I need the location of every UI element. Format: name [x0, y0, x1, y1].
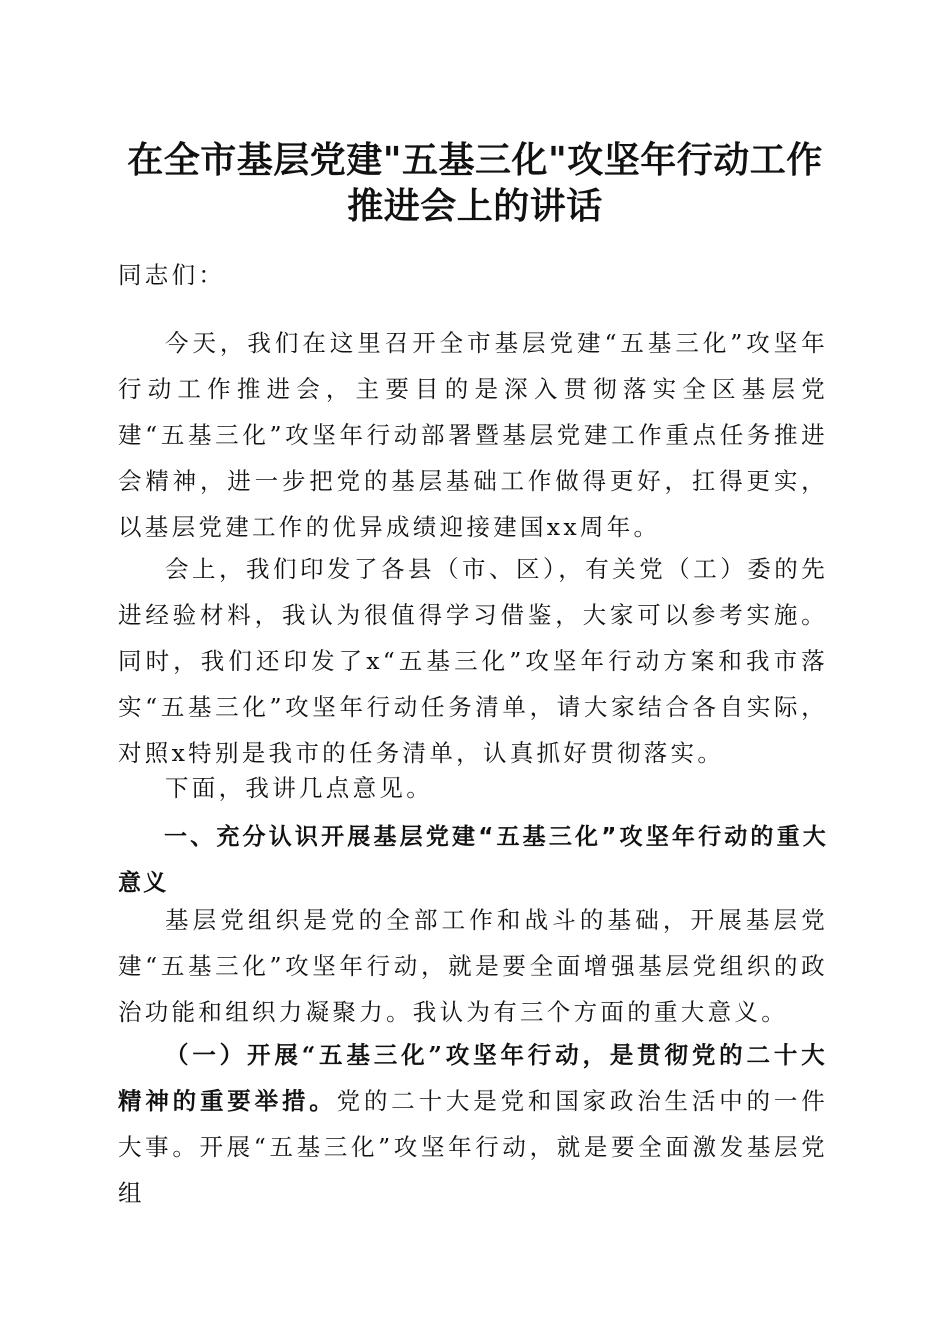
document-title-line-2: 推进会上的讲话 — [347, 186, 603, 227]
subsection-1-text: 党的二十大是党和国家政治生活中的一件大事。开展“五基三化”攻坚年行动，就是要全面激发基层党组 — [118, 1087, 828, 1207]
paragraph-1: 今天，我们在这里召开全市基层党建“五基三化”攻坚年行动工作推进会，主要目的是深入贯彻落实全区基层党建“五基三化”攻坚年行动部署暨基层党建工作重点任务推进会精神，进一步把党的基层基础工作做得更好，扛得更实，以基层党建工作的优异成绩迎接建国xx周年。 — [118, 329, 828, 541]
subsection-1-heading: （一）开展“五基三化”攻坚年行动，是贯彻党的二十大精神的重要举措。 — [118, 1041, 828, 1115]
subsection-1-paragraph — [118, 1032, 828, 1216]
salutation: 同志们： — [118, 261, 226, 289]
paragraph-2: 会上，我们印发了各县（市、区），有关党（工）委的先进经验材料，我认为很值得学习借鉴，大家可以参考实施。同时，我们还印发了x“五基三化”攻坚年行动方案和我市落实“五基三化”攻坚年行动任务清单，请大家结合各自实际，对照x特别是我市的任务清单，认真抓好贯彻落实。 — [118, 555, 828, 767]
paragraph-3: 下面，我讲几点意见。 — [165, 774, 433, 802]
section-heading-1: 一、充分认识开展基层党建“五基三化”攻坚年行动的重大意义 — [118, 824, 828, 896]
paragraph-4: 基层党组织是党的全部工作和战斗的基础，开展基层党建“五基三化”攻坚年行动，就是要全面增强基层党组织的政治功能和组织力凝聚力。我认为有三个方面的重大意义。 — [118, 906, 828, 1026]
document-title-line-1: 在全市基层党建"五基三化"攻坚年行动工作 — [127, 140, 823, 181]
